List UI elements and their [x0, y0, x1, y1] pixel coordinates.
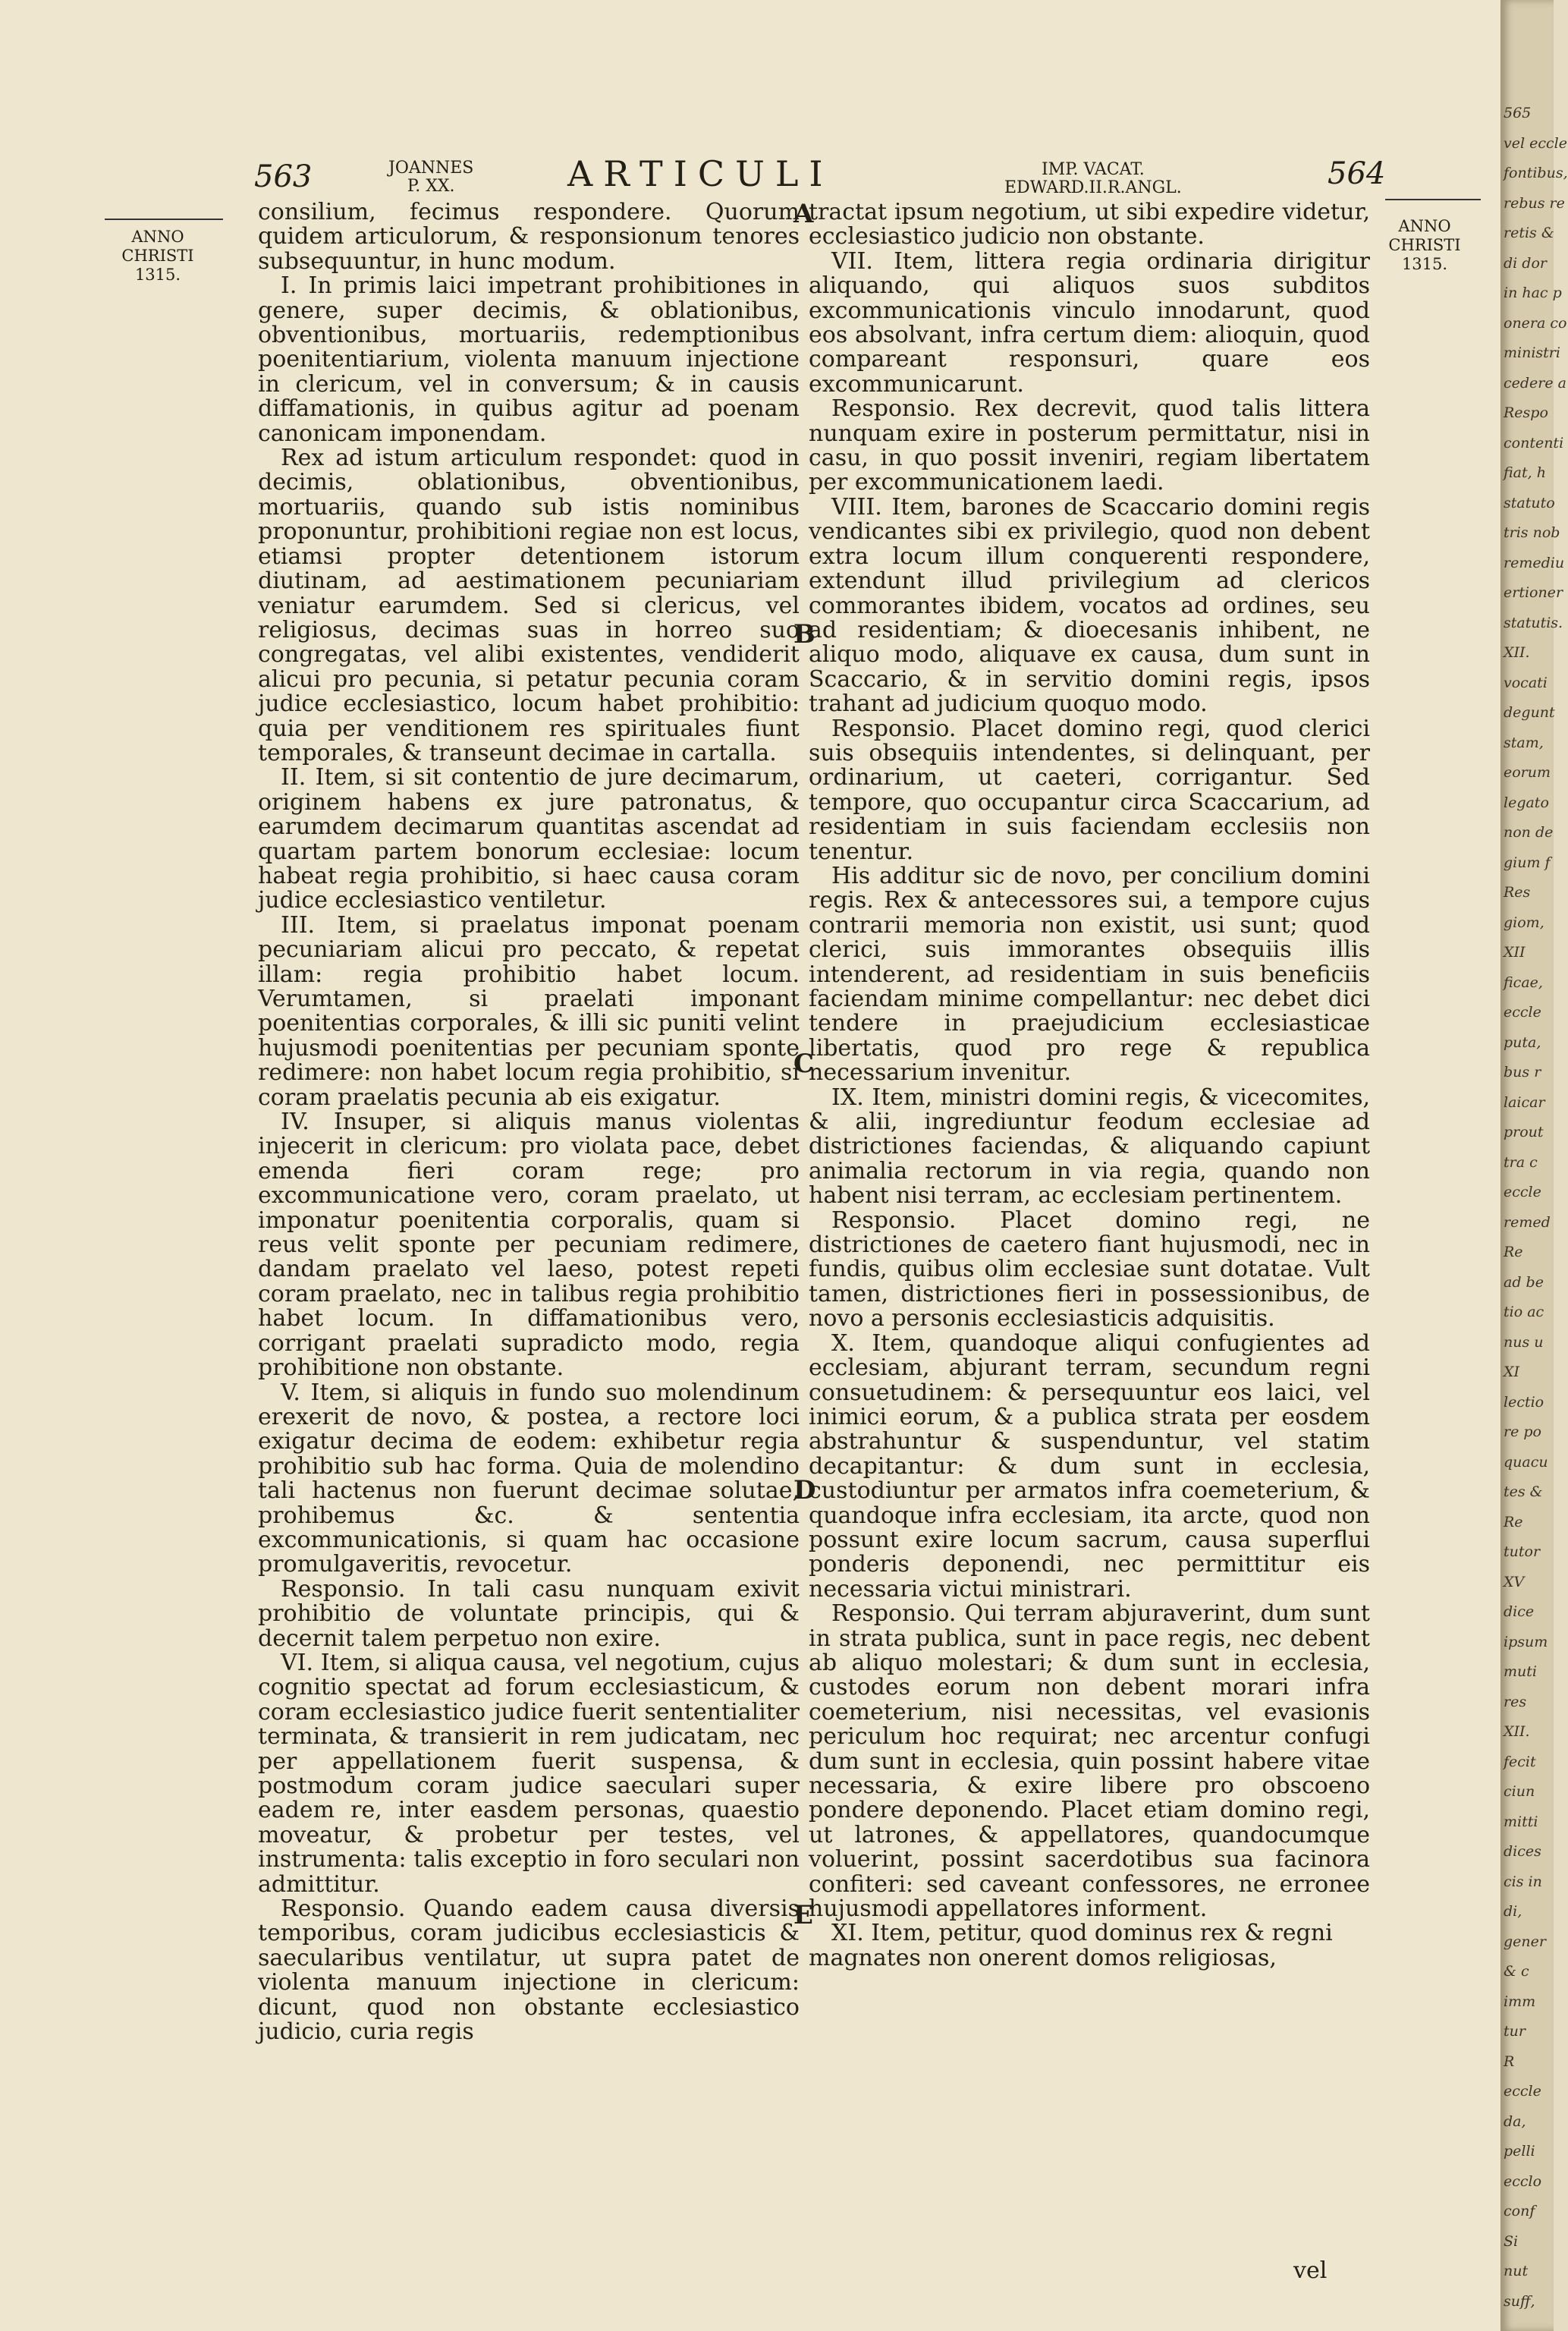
paragraph: VII. Item, littera regia ordinaria dirigitur aliquando, qui aliquos suos subditos excommunicationis vinculo innodarunt, quod eos absolvant, infra certum diem: alioquin, quod compareant responsuri, quare eos excommunicarunt. — [809, 247, 1370, 398]
adjacent-page-fragment: eccle — [1504, 2083, 1541, 2100]
margin-note-line: 1315. — [134, 266, 181, 284]
adjacent-page-fragment: statuto — [1504, 494, 1555, 511]
paragraph: I. In primis laici impetrant prohibitiones in genere, super decimis, & oblationibus, obventionibus, mortuariis, redemptionibus poenitentiarium, violenta manuum injectione in clericum, vel in conversum; & in causis diffamationis, in quibus agitur ad poenam canonicam imponendam. — [258, 272, 800, 447]
adjacent-page-fragment: prout — [1504, 1124, 1544, 1140]
margin-note-line: ANNO — [131, 228, 184, 246]
page-title: ARTICULI — [567, 153, 834, 194]
adjacent-page-fragment: & c — [1504, 1963, 1529, 1980]
margin-note-line: ANNO — [1398, 217, 1451, 235]
adjacent-page-edge — [1500, 0, 1568, 2331]
adjacent-page-fragment: XV — [1504, 1573, 1525, 1590]
adjacent-page-fragment: Re — [1504, 1513, 1523, 1530]
adjacent-page-fragment: ficae, — [1504, 974, 1543, 991]
adjacent-page-fragment: ipsum — [1504, 1633, 1548, 1650]
margin-note-right — [1379, 217, 1470, 274]
adjacent-page-fragment: ad be — [1504, 1273, 1544, 1291]
adjacent-page-fragment: retis & — [1504, 225, 1554, 241]
paragraph: Responsio. Placet domino regi, ne districtiones de caetero fiant hujusmodi, nec in fundis, quibus olim ecclesiae sunt dotatae. Vult tamen, districtiones fieri in possessionibus, de novo a personis ecclesiasticis adquisitis. — [809, 1206, 1370, 1332]
adjacent-page-fragment: conf — [1504, 2203, 1535, 2219]
adjacent-page-fragment: fontibus, — [1504, 165, 1568, 181]
adjacent-page-fragment: dices — [1504, 1843, 1541, 1860]
adjacent-page-fragment: remediu — [1504, 554, 1565, 571]
adjacent-page-fragment: suff, — [1504, 2292, 1535, 2310]
adjacent-page-fragment: res — [1504, 1693, 1527, 1710]
paragraph: tractat ipsum negotium, ut sibi expedire videtur, ecclesiastico judicio non obstante. — [809, 199, 1370, 250]
adjacent-page-fragment: cedere a — [1504, 374, 1566, 392]
adjacent-page-fragment: di dor — [1504, 254, 1547, 272]
adjacent-page-fragment: giom, — [1504, 914, 1544, 931]
paragraph: VIII. Item, barones de Scaccario domini regis vendicantes sibi ex privilegio, quod non debent extra locum illum conquerenti respondere, extendunt illud privilegium ad clericos commorantes ibidem, vocatos ad ordines, seu ad residentiam; & dioecesanis inhibent, ne aliquo modo, aliquave ex causa, dum sunt in Scaccario, & in servitio domini regis, ipsos trahant ad judicium quoquo modo. — [809, 493, 1370, 718]
section-marker-c: C — [793, 1049, 815, 1079]
paragraph: III. Item, si praelatus imponat poenam pecuniariam alicui pro peccato, & repetat illam: regia prohibitio habet locum. Verumtamen, si praelati imponant poenitentias corporales, & illi sic puniti velint hujusmodi poenitentias per pecuniam sponte redimere: non habet locum regia prohibitio, si coram praelatis pecunia ab eis exigatur. — [258, 911, 800, 1111]
adjacent-page-fragment: imm — [1504, 1993, 1536, 2010]
text-column-left — [258, 200, 800, 2044]
page-number-right: 564 — [1328, 156, 1386, 191]
adjacent-page-fragment: re po — [1504, 1423, 1541, 1440]
adjacent-page-fragment: gener — [1504, 1933, 1546, 1950]
paragraph: X. Item, quandoque aliqui confugientes ad ecclesiam, abjurant terram, secundum regni consuetudinem: & persequuntur eos laici, vel inimici eorum, & a publica strata per eosdem abstrahuntur & suspenduntur, vel statim decapitantur: & dum sunt in ecclesia, custodiuntur per armatos infra coemeterium, & quandoque infra ecclesiam, ita arcte, quod non possunt exire locum sacrum, causa superflui ponderis deponendi, nec permittitur eis necessaria victui ministrari. — [809, 1329, 1370, 1603]
running-head-right-line: IMP. VACAT. — [1041, 160, 1145, 179]
adjacent-page-fragment: degunt — [1504, 704, 1555, 721]
adjacent-page-fragment: dice — [1504, 1603, 1535, 1620]
page-number-left: 563 — [254, 159, 313, 194]
adjacent-page-fragment: Re — [1504, 1244, 1523, 1260]
catchword: vel — [1293, 2257, 1328, 2284]
section-marker-a: A — [793, 199, 814, 229]
text-column-right — [809, 200, 1370, 1971]
paragraph: V. Item, si aliquis in fundo suo molendinum erexerit de novo, & postea, a rectore loci exigatur decima de eodem: exhibetur regia prohibitio sub hac forma. Quia de molendino tali hactenus non fuerunt decimae solutae, prohibemus &c. & sententia excommunicationis, si quam hac occasione promulgaveritis, revocetur. — [258, 1379, 800, 1578]
paragraph: XI. Item, petitur, quod dominus rex & regni magnates non onerent domos religiosas, — [809, 1920, 1333, 1971]
adjacent-page-fragment: R — [1504, 2053, 1515, 2070]
adjacent-page-fragment: remed — [1504, 1213, 1551, 1231]
adjacent-page-fragment: tra c — [1504, 1153, 1538, 1171]
margin-note-line: CHRISTI — [121, 247, 194, 265]
adjacent-page-fragment: XII. — [1504, 644, 1530, 661]
adjacent-page-fragment: puta, — [1504, 1033, 1541, 1051]
running-head-left-line: JOANNES — [388, 159, 474, 178]
adjacent-page-fragment: bus r — [1504, 1064, 1541, 1081]
adjacent-page-fragment: cis in — [1504, 1873, 1542, 1890]
paragraph: Responsio. Qui terram abjuraverint, dum sunt in strata publica, sunt in pace regis, nec debent ab aliquo molestari; & dum sunt in ecclesia, custodes eorum non debent morari infra coemeterium, nisi necessitas, vel evasionis periculum hoc requirat; nec arcentur confugi dum sunt in ecclesia, quin possint habere vitae necessaria, & exire libere pro obscoeno pondere deponendo. Placet etiam domino regi, ut latrones, & appellatores, quandocumque voluerint, possint sacerdotibus sua facinora confiteri: sed caveant confessores, ne erronee hujusmodi appellatores informent. — [809, 1600, 1370, 1923]
margin-note-left — [112, 228, 203, 285]
adjacent-page-fragment: non de — [1504, 824, 1554, 841]
adjacent-page-fragment: eccle — [1504, 1004, 1541, 1021]
paragraph: Responsio. Rex decrevit, quod talis littera nunquam exire in posterum permittatur, nisi in casu, in quo possit inveniri, regiam libertatem per excommunicationem laedi. — [809, 395, 1370, 496]
adjacent-page-fragment: ciun — [1504, 1783, 1535, 1800]
adjacent-page-fragment: XI — [1504, 1364, 1520, 1380]
adjacent-page-fragment: muti — [1504, 1663, 1537, 1680]
adjacent-page-fragment: vocati — [1504, 674, 1548, 691]
section-marker-e: E — [793, 1900, 813, 1930]
adjacent-page-fragment: ertioner — [1504, 584, 1563, 601]
adjacent-page-fragment: nut — [1504, 2263, 1529, 2279]
adjacent-page-fragment: eccle — [1504, 1184, 1541, 1200]
adjacent-page-fragment: laicar — [1504, 1093, 1545, 1111]
running-head-left-line: P. XX. — [407, 177, 455, 196]
paragraph: Rex ad istum articulum respondet: quod in decimis, oblationibus, obventionibus, mortuariis, quando sub istis nominibus proponuntur, prohibitioni regiae non est locus, etiamsi propter detentionem istorum diutinam, ad aestimationem pecuniariam veniatur earumdem. Sed si clericus, vel religiosus, decimas suas in horreo suo congregatas, vel alibi existentes, vendiderit alicui pro pecunia, si petatur pecunia coram judice ecclesiastico, locum habet prohibitio: quia per venditionem res spirituales fiunt temporales, & transeunt decimae in cartalla. — [258, 445, 800, 766]
adjacent-page-fragment: gium f — [1504, 854, 1551, 871]
adjacent-page-fragment: fiat, h — [1504, 464, 1546, 481]
adjacent-page-fragment: quacu — [1504, 1453, 1548, 1471]
running-head-right — [1004, 161, 1182, 197]
adjacent-page-fragment: Si — [1504, 2232, 1519, 2250]
paragraph: IV. Insuper, si aliquis manus violentas injecerit in clericum: pro violata pace, debet emenda fieri coram rege; pro excommunicatione vero, coram praelato, ut imponatur poenitentia corporalis, quam si reus velit sponte per pecuniam redimere, dandam praelato vel laeso, potest repeti coram praelato, nec in talibus regia prohibitio habet locum. In diffamationibus vero, corrigant praelati supradicto modo, regia prohibitione non obstante. — [258, 1109, 800, 1382]
adjacent-page-fragment: statutis. — [1504, 614, 1563, 631]
adjacent-page-fragment: 565 — [1504, 105, 1532, 121]
adjacent-page-fragment: ecclo — [1504, 2172, 1542, 2190]
adjacent-page-fragment: tio ac — [1504, 1304, 1544, 1320]
adjacent-page-fragment: di, — [1504, 1903, 1522, 1920]
adjacent-page-fragment: legato — [1504, 794, 1549, 811]
adjacent-page-fragment: ministri — [1504, 344, 1560, 361]
paragraph: Responsio. In tali casu nunquam exivit prohibitio de voluntate principis, qui & decernit talem perpetuo non exire. — [258, 1575, 800, 1652]
adjacent-page-fragment: tes & — [1504, 1483, 1543, 1500]
margin-note-line: 1315. — [1401, 255, 1448, 273]
paragraph: Responsio. Placet domino regi, quod clerici suis obsequiis intendentes, si delinquant, per ordinarium, ut caeteri, corrigantur. Sed tempore, quo occupantur circa Scaccarium, ad residentiam in suis faciendam ecclesiis non tenentur. — [809, 715, 1370, 865]
paragraph: consilium, fecimus respondere. Quorum quidem articulorum, & responsionum tenores subsequuntur, in hunc modum. — [258, 199, 800, 275]
adjacent-page-fragment: da, — [1504, 2112, 1526, 2130]
margin-rule-right — [1385, 199, 1481, 202]
adjacent-page-fragment: XII — [1504, 944, 1526, 961]
adjacent-page-fragment: in hac p — [1504, 285, 1562, 301]
adjacent-page-fragment: eorum — [1504, 764, 1551, 781]
adjacent-page-fragment: tris nob — [1504, 524, 1560, 541]
adjacent-page-fragment: nus u — [1504, 1333, 1544, 1351]
adjacent-page-fragment: stam, — [1504, 734, 1544, 751]
adjacent-page-fragment: Res — [1504, 884, 1531, 901]
adjacent-page-fragment: fecit — [1504, 1753, 1536, 1770]
adjacent-page-fragment: vel eccle — [1504, 134, 1567, 152]
running-head-left — [388, 159, 473, 196]
adjacent-page-fragment: tur — [1504, 2023, 1526, 2040]
section-marker-b: B — [793, 619, 815, 650]
adjacent-page-fragment: pelli — [1504, 2143, 1535, 2160]
adjacent-page-fragment: tutor — [1504, 1543, 1541, 1560]
paragraph: Responsio. Quando eadem causa diversis temporibus, coram judicibus ecclesiasticis & saecularibus ventilatur, ut supra patet de violenta manuum injectione in clericum: dicunt, quod non obstante ecclesiastico judicio, curia regis — [258, 1895, 800, 2046]
paragraph: IX. Item, ministri domini regis, & vicecomites, & alii, ingrediuntur feodum ecclesiae ad districtiones faciendas, & aliquando capiunt animalia rectorum in via regia, quando non habent nisi terram, ac ecclesiam pertinentem. — [809, 1084, 1370, 1210]
adjacent-page-fragment: lectio — [1504, 1393, 1544, 1411]
adjacent-page-fragment: onera co — [1504, 314, 1567, 332]
adjacent-page-fragment: contenti — [1504, 434, 1564, 451]
margin-rule-left — [105, 219, 223, 222]
paragraph: II. Item, si sit contentio de jure decimarum, originem habens ex jure patronatus, & earumdem decimarum quantitas ascendat ad quartam partem bonorum ecclesiae: locum habeat regia prohibitio, si haec causa coram judice ecclesiastico ventiletur. — [258, 764, 800, 914]
running-head-right-line: EDWARD.II.R.ANGL. — [1004, 178, 1182, 197]
margin-note-line: CHRISTI — [1388, 236, 1461, 254]
adjacent-page-fragment: Respo — [1504, 404, 1548, 421]
section-marker-d: D — [793, 1475, 816, 1505]
paragraph: His additur sic de novo, per concilium domini regis. Rex & antecessores sui, a tempore cujus contrarii memoria non existit, usi sunt; quod clerici, suis immorantes obsequiis illis intenderent, ad residentiam in suis beneficiis faciendam minime compellantur: nec debet dici tendere in praejudicium ecclesiasticae libertatis, quod pro rege & republica necessarium invenitur. — [809, 862, 1370, 1087]
adjacent-page-fragment: XII. — [1504, 1723, 1530, 1740]
adjacent-page-fragment: mitti — [1504, 1813, 1538, 1830]
paragraph: VI. Item, si aliqua causa, vel negotium, cujus cognitio spectat ad forum ecclesiasticum, & coram ecclesiastico judice fuerit sententialiter terminata, & transierit in rem judicatam, nec per appellationem fuerit suspensa, & postmodum coram judice saeculari super eadem re, inter easdem personas, quaestio moveatur, & probetur per testes, vel instrumenta: talis exceptio in foro seculari non admittitur. — [258, 1649, 800, 1898]
adjacent-page-fragment: rebus re — [1504, 194, 1565, 212]
